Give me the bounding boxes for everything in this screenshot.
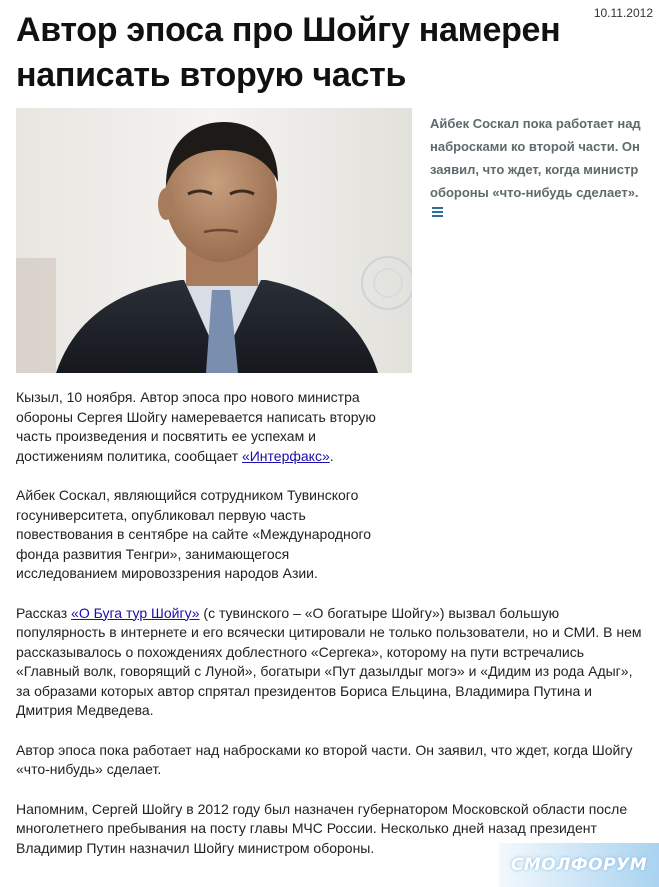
headline: Автор эпоса про Шойгу намерен написать вторую часть <box>16 11 561 94</box>
paragraph-4: Автор эпоса пока работает над набросками ко второй части. Он заявил, что ждет, когда Шойгу «что-нибудь» сделает. <box>16 741 633 777</box>
paragraph-1 <box>16 388 391 466</box>
article-body <box>16 388 646 878</box>
epic-link[interactable]: «О Буга тур Шойгу» <box>71 604 200 621</box>
paragraph-3 <box>16 604 646 721</box>
paragraph-5: Напомним, Сергей Шойгу в 2012 году был назначен губернатором Московской области после многолетнего пребывания на посту главы МЧС России. Несколько дней назад президент Владимир Путин назначил Шойгу министром обороны. <box>16 800 628 856</box>
article-date: 10.11.2012 <box>593 6 653 20</box>
paragraph-3-text-a: Рассказ <box>16 604 72 621</box>
watermark-text: СМОЛФОРУМ <box>510 855 648 875</box>
paragraph-1-text: Кызыл, 10 ноября. Автор эпоса про нового министра обороны Сергея Шойгу намеревается написать вторую часть произведения и посвятить ее успехам и достижениям политика, сообщает <box>16 389 376 464</box>
paragraph-1-end: . <box>329 447 334 464</box>
paragraph-2: Айбек Соскал, являющийся сотрудником Тувинского госуниверситета, опубликовал первую часть повествования в сентябре на сайте «Международного фонда развития Тенгри», занимающегося исследованием мировоззрения народов Азии. <box>16 487 372 581</box>
article-lead: Айбек Соскал пока работает над набросками ко второй части. Он заявил, что ждет, когда министр обороны «что-нибудь сделает». <box>430 116 641 200</box>
portrait-photo <box>16 108 412 373</box>
interfax-link[interactable]: «Интерфакс» <box>241 447 330 464</box>
site-watermark <box>499 843 659 887</box>
article-photo <box>16 108 412 373</box>
menu-icon[interactable] <box>432 207 443 217</box>
paragraph-3-text-b: (с тувинского – «О богатыре Шойгу») вызвал большую популярность в интернете и его всячески цитировали не только пользователи, но и СМИ. В нем рассказывалось о похождениях доблестного «Сергека», которому на пути встречались «Главный волк, говорящий с Луной», богатыри «Пут дазылдыг могэ» и «Дидим из рода Адыг», за образами которых автор спрятал президентов Бориса Ельцина, Владимира Путина и Дмитрия Медведева. <box>16 604 642 718</box>
